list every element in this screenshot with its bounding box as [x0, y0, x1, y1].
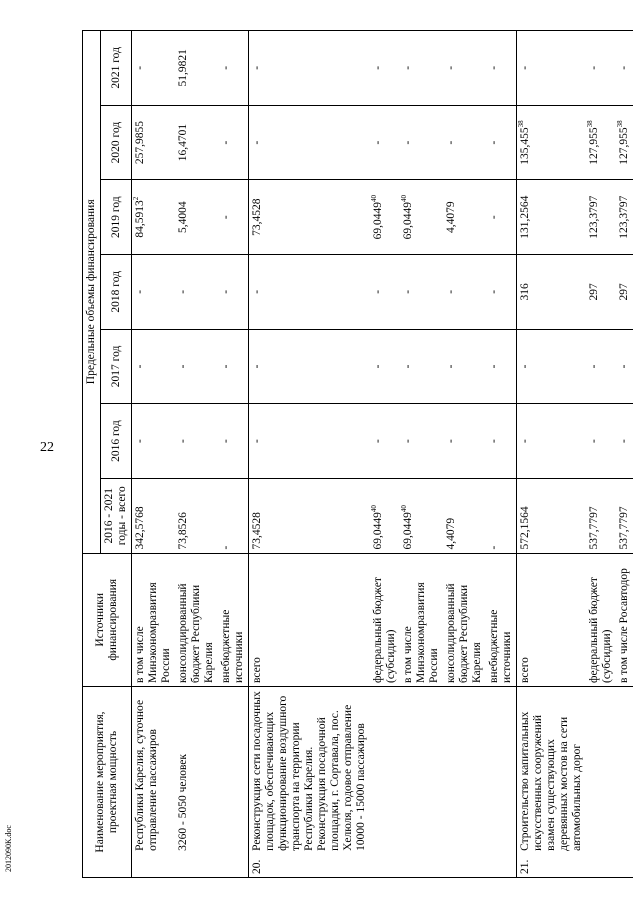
year-value-text: 135,455 — [519, 127, 531, 165]
year-value-text: - — [445, 65, 457, 70]
year-value — [218, 105, 249, 180]
table-row — [132, 31, 176, 878]
row-number — [218, 854, 249, 878]
year-value-text: 123,3797 — [618, 195, 630, 239]
year-value — [249, 254, 371, 329]
year-value — [616, 329, 633, 404]
year-value-text: - — [134, 65, 146, 70]
financing-source-text: федеральный бюджет (субсидии) — [372, 577, 397, 683]
total-value — [586, 478, 616, 553]
year-value-text: - — [445, 289, 457, 294]
total-value-text: 69,0449 — [372, 512, 384, 550]
year-value-text: - — [402, 289, 414, 294]
financing-source-text: в том числе Минэкономразвития России — [402, 582, 440, 683]
measure-name — [400, 687, 443, 854]
table-row — [616, 31, 633, 878]
year-value — [586, 404, 616, 479]
year-value — [517, 180, 587, 255]
year-value-text: 4,4079 — [445, 201, 457, 233]
year-value — [443, 105, 486, 180]
year-value — [249, 180, 371, 255]
financing-source — [132, 553, 176, 686]
year-value — [586, 180, 616, 255]
year-value-text: - — [220, 439, 232, 444]
year-value-text: - — [372, 140, 384, 145]
year-value-text: - — [402, 65, 414, 70]
total-value — [517, 478, 587, 553]
year-value — [218, 404, 249, 479]
financing-source — [586, 553, 616, 686]
year-value-text: 5,4004 — [177, 201, 189, 233]
total-value — [443, 478, 486, 553]
year-value-text: - — [519, 439, 531, 444]
row-number — [370, 854, 400, 878]
total-value — [370, 478, 400, 553]
year-value-text: - — [618, 364, 630, 369]
financing-source — [370, 553, 400, 686]
header-year: 2019 год — [101, 180, 132, 255]
year-value-text: - — [445, 140, 457, 145]
table-row — [370, 31, 400, 878]
financing-source-text: всего — [251, 657, 263, 683]
total-value — [486, 478, 517, 553]
measure-name — [486, 687, 517, 854]
year-value — [586, 31, 616, 106]
year-value — [132, 180, 176, 255]
row-number — [517, 854, 587, 878]
financing-source-text: внебюджетные источники — [220, 609, 245, 683]
financing-source-text: внебюджетные источники — [488, 609, 513, 683]
year-value — [175, 180, 218, 255]
year-value — [486, 254, 517, 329]
year-value-text: - — [134, 364, 146, 369]
footnote-mark: 40 — [370, 194, 379, 202]
year-value — [132, 404, 176, 479]
footnote-mark: 40 — [370, 505, 379, 513]
document-file-code: 2012090К.doc — [4, 825, 13, 872]
year-value-text: - — [618, 65, 630, 70]
year-value-text: - — [372, 289, 384, 294]
row-number — [175, 854, 218, 878]
year-value — [370, 254, 400, 329]
financing-source-text: консолидированный бюджет Республики Карелия — [177, 583, 215, 683]
year-value — [400, 404, 443, 479]
financing-source — [443, 553, 486, 686]
year-value-text: 16,4701 — [177, 123, 189, 162]
header-year: 2017 год — [101, 329, 132, 404]
year-value-text: - — [251, 439, 263, 444]
year-value-text: - — [251, 289, 263, 294]
row-number — [586, 854, 616, 878]
rotated-table-area — [82, 30, 630, 878]
financing-source-text: федеральный бюджет (субсидии) — [588, 577, 613, 683]
total-value-text: 342,5768 — [134, 506, 146, 550]
year-value-text: - — [488, 140, 500, 145]
total-value — [175, 478, 218, 553]
year-value-text: 297 — [588, 283, 600, 301]
year-value-text: - — [488, 439, 500, 444]
year-value — [616, 404, 633, 479]
footnote-mark: 38 — [586, 120, 595, 128]
table-row — [486, 31, 517, 878]
total-value-text: 73,8526 — [177, 512, 189, 550]
header-volumes: Предельные объемы финансирования — [83, 31, 101, 554]
year-value-text: - — [220, 215, 232, 220]
financing-table — [82, 30, 633, 878]
financing-source-text: всего — [519, 657, 531, 683]
year-value — [517, 329, 587, 404]
year-value-text: 127,955 — [588, 127, 600, 165]
year-value-text: - — [402, 439, 414, 444]
year-value — [400, 105, 443, 180]
year-value-text: 297 — [618, 283, 630, 301]
year-value-text: - — [588, 364, 600, 369]
year-value — [370, 180, 400, 255]
row-number — [249, 854, 371, 878]
year-value — [218, 329, 249, 404]
year-value-text: - — [177, 289, 189, 294]
year-value-text: - — [220, 364, 232, 369]
year-value — [175, 329, 218, 404]
year-value-text: - — [134, 289, 146, 294]
measure-name — [443, 687, 486, 854]
row-number — [443, 854, 486, 878]
year-value-text: - — [618, 439, 630, 444]
year-value — [370, 329, 400, 404]
financing-source-text: в том числе Минэкономразвития России — [134, 582, 172, 683]
row-number — [486, 854, 517, 878]
year-value-text: - — [519, 65, 531, 70]
year-value-text: - — [445, 364, 457, 369]
measure-name — [249, 687, 371, 854]
year-value — [249, 329, 371, 404]
year-value — [400, 31, 443, 106]
year-value — [486, 329, 517, 404]
table-body — [132, 31, 634, 878]
table-row — [400, 31, 443, 878]
total-value — [616, 478, 633, 553]
year-value — [586, 105, 616, 180]
year-value — [175, 31, 218, 106]
year-value — [443, 31, 486, 106]
year-value-text: - — [220, 140, 232, 145]
total-value — [249, 478, 371, 553]
header-sources: Источники финансирования — [83, 553, 132, 686]
year-value — [486, 105, 517, 180]
year-value — [132, 31, 176, 106]
measure-name-text: Реконструкция сети посадочных площадок, обеспечивающих функционирование воздушного транспорта на территории Республики Карелия. Реконструкция посадочной площадки, г. Сортавала, пос. Хелюля, годовое отправление 10000 - 15000 пассажиров — [251, 691, 367, 851]
year-value — [370, 105, 400, 180]
year-value-text: - — [372, 65, 384, 70]
year-value — [443, 254, 486, 329]
year-value — [586, 254, 616, 329]
year-value — [175, 404, 218, 479]
year-value-text: - — [372, 364, 384, 369]
measure-name-text: 3260 - 5050 человек — [177, 754, 189, 851]
table-row — [443, 31, 486, 878]
header-year: 2018 год — [101, 254, 132, 329]
year-value-text: - — [372, 439, 384, 444]
footnote-mark: 38 — [616, 120, 625, 128]
year-value-text: - — [488, 65, 500, 70]
total-value — [218, 478, 249, 553]
table-row — [586, 31, 616, 878]
table-row — [249, 31, 371, 878]
year-value-text: - — [588, 65, 600, 70]
year-value — [370, 404, 400, 479]
total-value-text: 73,4528 — [251, 512, 263, 550]
financing-source — [175, 553, 218, 686]
year-value — [132, 329, 176, 404]
financing-source — [517, 553, 587, 686]
year-value-text: 127,955 — [618, 127, 630, 165]
footnote-mark: 40 — [400, 505, 409, 513]
year-value — [586, 329, 616, 404]
year-value — [616, 31, 633, 106]
year-value-text: - — [588, 439, 600, 444]
year-value-text: - — [177, 439, 189, 444]
year-value-text: - — [445, 439, 457, 444]
header-total: 2016 - 2021 годы - всего — [101, 478, 132, 553]
year-value — [517, 254, 587, 329]
year-value — [175, 254, 218, 329]
year-value-text: - — [134, 439, 146, 444]
year-value — [400, 254, 443, 329]
year-value-text: 51,9821 — [177, 49, 189, 87]
financing-source — [218, 553, 249, 686]
year-value-text: 316 — [519, 283, 531, 301]
year-value-text: - — [402, 140, 414, 145]
year-value-text: 69,0449 — [372, 201, 384, 240]
year-value — [370, 31, 400, 106]
row-number — [132, 854, 176, 878]
total-value — [400, 478, 443, 553]
year-value — [616, 180, 633, 255]
year-value — [249, 404, 371, 479]
year-value — [517, 105, 587, 180]
table-row — [175, 31, 218, 878]
year-value-text: - — [220, 289, 232, 294]
total-value-text: 537,7797 — [618, 506, 630, 550]
year-value — [517, 404, 587, 479]
footnote-mark: 2 — [132, 196, 141, 201]
year-value — [517, 31, 587, 106]
footnote-mark: 38 — [517, 120, 526, 128]
year-value-text: - — [402, 364, 414, 369]
year-value — [443, 329, 486, 404]
year-value-text: 84,5913 — [134, 200, 146, 238]
total-value-text: - — [488, 545, 500, 550]
year-value — [400, 180, 443, 255]
table-row — [218, 31, 249, 878]
row-number — [616, 854, 633, 878]
total-value-text: 69,0449 — [402, 512, 414, 550]
measure-name-text: Республики Карелия, суточное отправление пассажиров — [134, 699, 159, 851]
year-value — [616, 254, 633, 329]
year-value-text: - — [488, 289, 500, 294]
financing-source-text: в том числе Росавтодор — [618, 568, 630, 683]
total-value-text: 572,1564 — [519, 506, 531, 550]
row-number-text: 21. — [519, 859, 531, 874]
year-value — [486, 180, 517, 255]
financing-source — [400, 553, 443, 686]
year-value — [249, 31, 371, 106]
year-value — [616, 105, 633, 180]
header-year: 2016 год — [101, 404, 132, 479]
year-value — [486, 404, 517, 479]
year-value — [132, 254, 176, 329]
year-value — [175, 105, 218, 180]
total-value — [132, 478, 176, 553]
year-value-text: 73,4528 — [251, 198, 263, 236]
year-value — [486, 31, 517, 106]
row-number — [400, 854, 443, 878]
year-value-text: - — [251, 364, 263, 369]
measure-name — [370, 687, 400, 854]
total-value-text: 4,4079 — [445, 517, 457, 550]
header-year: 2021 год — [101, 31, 132, 106]
financing-source — [486, 553, 517, 686]
row-number-text: 20. — [251, 859, 263, 874]
year-value — [443, 180, 486, 255]
measure-name — [132, 687, 176, 854]
year-value — [218, 254, 249, 329]
measure-name — [517, 687, 587, 854]
year-value-text: - — [220, 65, 232, 70]
year-value-text: - — [251, 65, 263, 70]
year-value — [400, 329, 443, 404]
year-value-text: - — [251, 140, 263, 145]
measure-name-text: Строительство капитальных искусственных сооружений взамен существующих деревянных мостов на сети автомобильных дорог — [519, 711, 583, 851]
header-name: Наименование мероприятия, проектная мощность — [83, 687, 132, 878]
financing-source-text: консолидированный бюджет Республики Карелия — [445, 583, 483, 683]
total-value-text: 537,7797 — [588, 506, 600, 550]
year-value-text: 257,9855 — [134, 120, 146, 165]
year-value-text: - — [519, 364, 531, 369]
page-number: 22 — [40, 440, 54, 455]
year-value — [218, 31, 249, 106]
year-value-text: - — [488, 364, 500, 369]
year-value — [132, 105, 176, 180]
measure-name — [616, 687, 633, 854]
financing-source — [249, 553, 371, 686]
measure-name — [586, 687, 616, 854]
year-value — [218, 180, 249, 255]
year-value-text: 69,0449 — [402, 201, 414, 240]
footnote-mark: 40 — [400, 194, 409, 202]
year-value-text: - — [177, 364, 189, 369]
year-value — [249, 105, 371, 180]
measure-name — [218, 687, 249, 854]
financing-source — [616, 553, 633, 686]
header-year: 2020 год — [101, 105, 132, 180]
year-value — [443, 404, 486, 479]
table-row — [517, 31, 587, 878]
measure-name — [175, 687, 218, 854]
year-value-text: 123,3797 — [588, 195, 600, 239]
year-value-text: 131,2564 — [519, 195, 531, 239]
year-value-text: - — [488, 215, 500, 220]
total-value-text: - — [220, 545, 232, 550]
